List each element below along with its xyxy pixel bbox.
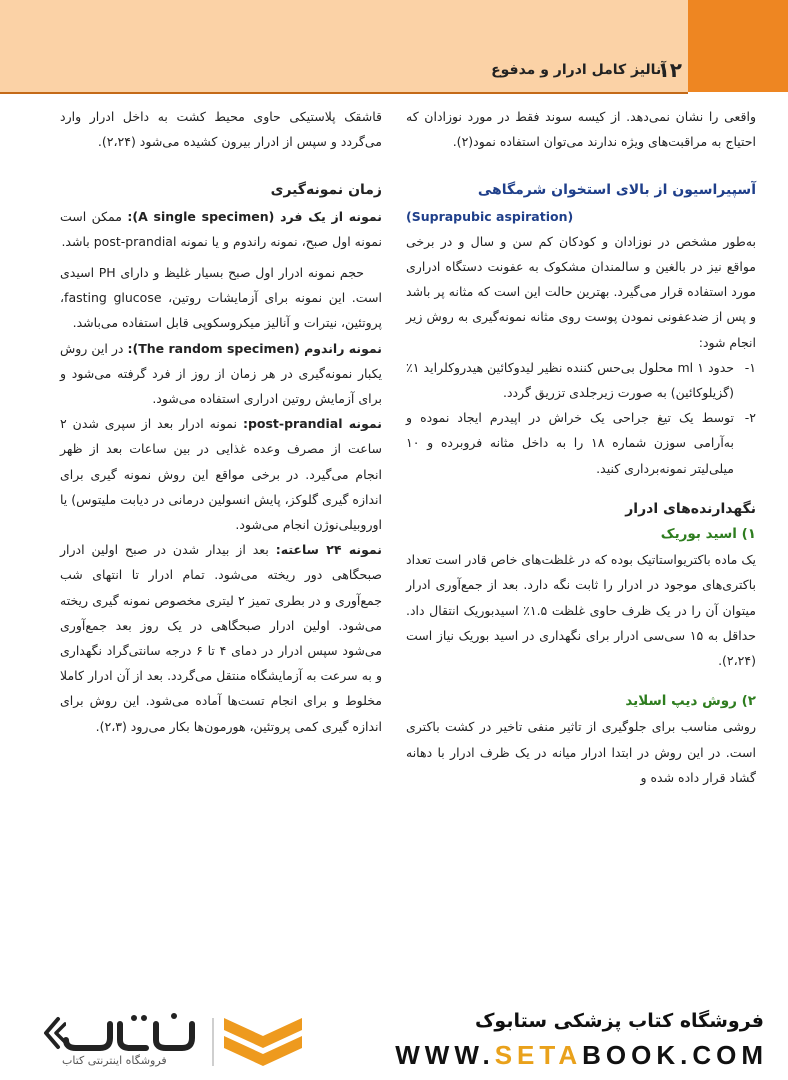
h24-paragraph [60, 537, 382, 739]
postprandial-lead: نمونه post-prandial: [242, 416, 382, 432]
postprandial-body: نمونه ادرار بعد از سپری شدن ۲ ساعت از مصرف وعده غذایی در بین ساعات بعد از ظهر انجام می‌گیرد. در برخی مواقع این روش نمونه گیری برای اندازه گیری گلوکز، پایش انسولین درمانی در دیابت ملیتوس) یا اوروبیلی‌نوژن انجام می‌شود. [60, 416, 382, 533]
postprandial-paragraph [60, 411, 382, 537]
footer-banner [0, 996, 788, 1080]
book-chevron-logo-icon [222, 1014, 304, 1066]
random-specimen-lead: نمونه راندوم (The random specimen): [127, 340, 382, 356]
url-accent: SETA [494, 1040, 583, 1070]
step-text: توسط یک تیغ جراحی یک خراش در اپیدرم ایجاد نموده و به‌آرامی سوزن شماره ۱۸ را به داخل مثانه فروبرده و ۱۰ میلی‌لیتر نمونه‌برداری کنید. [406, 410, 734, 476]
shop-name: فروشگاه کتاب پزشکی ستابوک [474, 1010, 764, 1032]
continued-paragraph: قاشقک پلاستیکی حاوی محیط کشت به داخل ادرار وارد می‌گردد و سپس از ادرار بیرون کشیده می‌شود (۲،۲۴). [60, 109, 382, 150]
step-number: ۱- [744, 359, 756, 375]
suprapubic-body: به‌طور مشخص در نوزادان و کودکان کم سن و سال و در برخی مواقع نیز در بالغین و سالمندان مشکوک به عفونت دستگاه ادراری مورد استفاده قرار می‌گیرد. بهترین حالت این است که مثانه پر باشد و پس از ضدعفونی نمودن پوست روی مثانه نمونه‌گیری به روش زیر انجام شود: [406, 233, 756, 350]
suprapubic-heading: آسپیراسیون از بالای استخوان شرمگاهی [477, 182, 756, 199]
sampling-time-heading: زمان نمونه‌گیری [270, 182, 382, 199]
single-specimen-lead: نمونه از یک فرد (A single specimen): [127, 208, 382, 224]
single-specimen-body: ممکن است نمونه اول صبح، نمونه راندوم و یا نمونه post-prandial باشد. [60, 208, 382, 249]
shop-url-link[interactable] [395, 1040, 768, 1071]
preservatives-heading: نگهدارنده‌های ادرار [625, 500, 756, 517]
setabook-wordmark-icon [60, 1010, 208, 1054]
boric-acid-body: یک ماده باکتریواستاتیک بوده که در غلظت‌های خاص قادر است تعداد باکتری‌های موجود در ادرار را ثابت نگه دارد. بعد از جمع‌آوری ادرار میتوان آن را در یک ظرف حاوی غلظت ۱.۵٪ اسیدبوریک انتقال داد. حداقل به ۱۵ سی‌سی ادرار برای نگهداری در اسید بوریک نیاز است (۲،۲۴). [406, 552, 756, 669]
suprapubic-heading-english: (Suprapubic aspiration) [406, 208, 574, 224]
logo-subtitle: فروشگاه اینترنتی کتاب [62, 1054, 167, 1067]
dipslide-heading: ۲) روش دیپ اسلاید [625, 693, 756, 710]
chapter-title: آنالیز کامل ادرار و مدفوع [491, 62, 666, 78]
random-specimen-paragraph [60, 336, 382, 412]
h24-lead: نمونه ۲۴ ساعته: [275, 542, 382, 558]
logo-divider [212, 1018, 214, 1066]
step-number: ۲- [744, 410, 756, 426]
header-rule [0, 92, 688, 94]
left-column [60, 104, 382, 739]
h24-body: بعد از بیدار شدن در صبح اولین ادرار صبحگاهی دور ریخته می‌شود. تمام ادرار تا انتهای شب جمع‌آوری و در بطری تمیز ۲ لیتری مخصوص نمونه گیری ریخته می‌شود. اولین ادرار صبحگاهی در یک روز بعد جمع‌آوری می‌شود سپس ادرار در دمای ۴ تا ۶ درجه سانتی‌گراد نگهداری و به سرعت به آزمایشگاه منتقل می‌گردد. بعد از آن ادرار کاملا مخلوط و برای انجام تست‌ها آماده می‌شود. این روش برای اندازه گیری کمی پروتئین، هورمون‌ها بکار می‌رود (۲،۳). [60, 542, 383, 734]
random-specimen-body: در این روش یکبار نمونه‌گیری در هر زمان از روز از فرد گرفته می‌شود و برای آزمایش روتین ادراری استفاده می‌شود. [60, 340, 382, 407]
continued-paragraph: واقعی را نشان نمی‌دهد. از کیسه سوند فقط در مورد نوزادان که احتیاج به مراقبت‌های ویژه ندارند می‌توان استفاده نمود(۲). [406, 109, 756, 150]
header-tab [688, 0, 788, 92]
step-text: حدود ۱ ml محلول بی‌حس کننده نظیر لیدوکائین هیدروکلراید ۱٪ (گزیلوکائین) به صورت زیرجلدی تزریق گردد. [406, 359, 734, 401]
boric-acid-heading: ۱) اسید بوریک [660, 526, 756, 543]
dipslide-body: روشی مناسب برای جلوگیری از تاثیر منفی تاخیر در کشت باکتری است. در این روش در ابتدا ادرار میانه در یک ظرف ادرار با دهانه گشاد قرار داده شده و [406, 719, 756, 785]
page-number: ۱۲ [657, 58, 682, 82]
header-band [0, 0, 688, 92]
single-specimen-paragraph [60, 204, 382, 254]
url-prefix: WWW. [395, 1040, 495, 1070]
list-item [406, 355, 756, 405]
url-suffix: BOOK.COM [582, 1040, 768, 1070]
right-column [406, 104, 756, 790]
list-item [406, 405, 756, 481]
first-morning-paragraph: حجم نمونه ادرار اول صبح بسیار غلیظ و دارای PH اسیدی است. این نمونه برای آزمایشات روتین، fasting glucose، پروتئین، نیترات و آنالیز میکروسکوپی قابل استفاده می‌باشد. [60, 265, 382, 331]
